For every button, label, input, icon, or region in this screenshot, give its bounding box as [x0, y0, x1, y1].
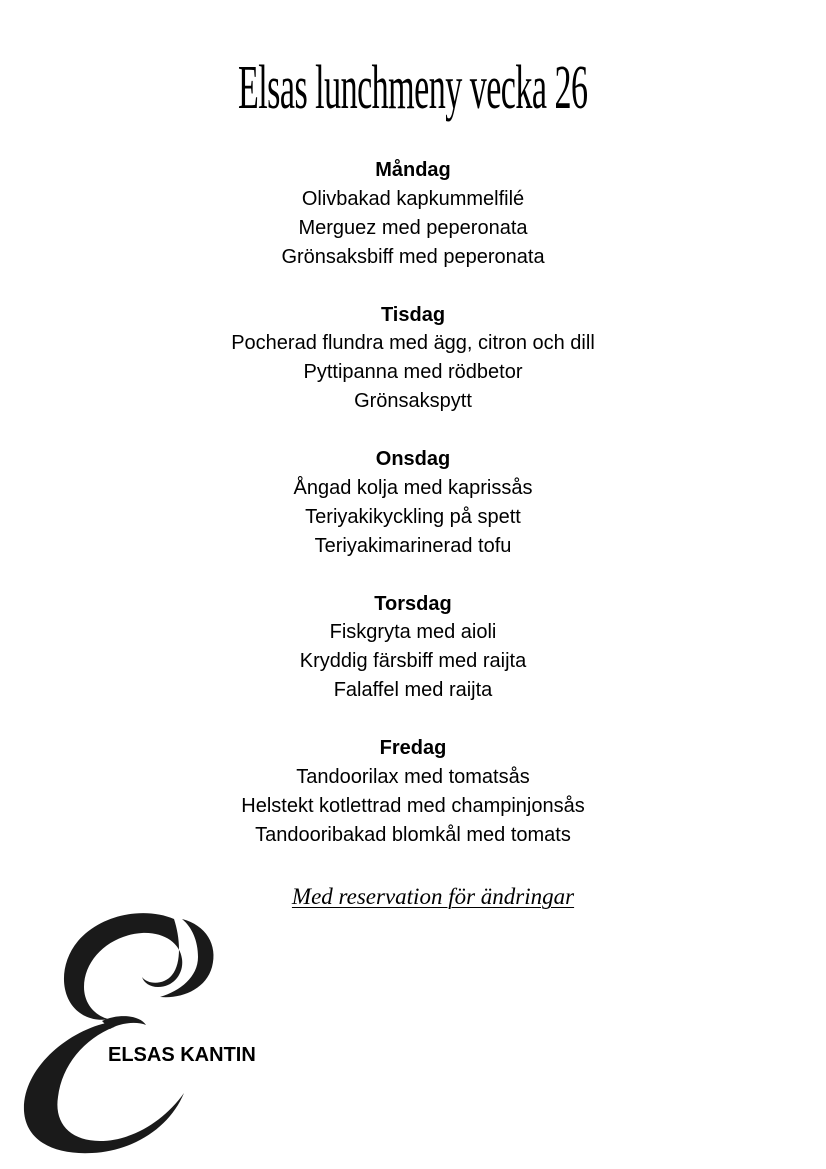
- menu-title: [0, 52, 826, 124]
- day-thursday: [0, 590, 826, 706]
- dish: Merguez med peperonata: [298, 216, 528, 239]
- reservation-note: Med reservation för ändringar: [291, 884, 575, 909]
- day-name: Torsdag: [374, 592, 452, 615]
- day-name: Onsdag: [375, 448, 451, 471]
- elsas-logo-e-icon: [14, 905, 224, 1155]
- day-name: Fredag: [379, 737, 447, 760]
- menu-title-text: Elsas lunchmeny vecka 26: [238, 54, 588, 122]
- dish: Tandooribakad blomkål med tomats: [255, 823, 571, 846]
- dish: Grönsakspytt: [354, 390, 472, 413]
- dish: Teriyakikyckling på spett: [305, 505, 521, 528]
- dish: Fiskgryta med aioli: [329, 621, 497, 644]
- weekly-menu: [0, 156, 826, 879]
- logo-label: ELSAS KANTIN: [108, 1044, 256, 1066]
- dish: Grönsaksbiff med peperonata: [281, 245, 545, 268]
- day-monday: [0, 156, 826, 272]
- dish: Pocherad flundra med ägg, citron och dill: [231, 332, 595, 355]
- dish: Olivbakad kapkummelfilé: [301, 187, 525, 210]
- dish: Kryddig färsbiff med raijta: [299, 650, 527, 673]
- day-tuesday: [0, 301, 826, 417]
- dish: Teriyakimarinerad tofu: [314, 534, 512, 557]
- day-friday: [0, 734, 826, 850]
- day-name: Måndag: [375, 159, 451, 181]
- dish: Ångad kolja med kaprissås: [293, 476, 533, 499]
- day-name: Tisdag: [380, 303, 446, 326]
- dish: Tandoorilax med tomatsås: [296, 765, 530, 788]
- day-wednesday: [0, 445, 826, 561]
- dish: Helstekt kotlettrad med champinjonsås: [241, 794, 585, 817]
- dish: Falaffel med raijta: [333, 679, 493, 702]
- dish: Pyttipanna med rödbetor: [303, 361, 523, 384]
